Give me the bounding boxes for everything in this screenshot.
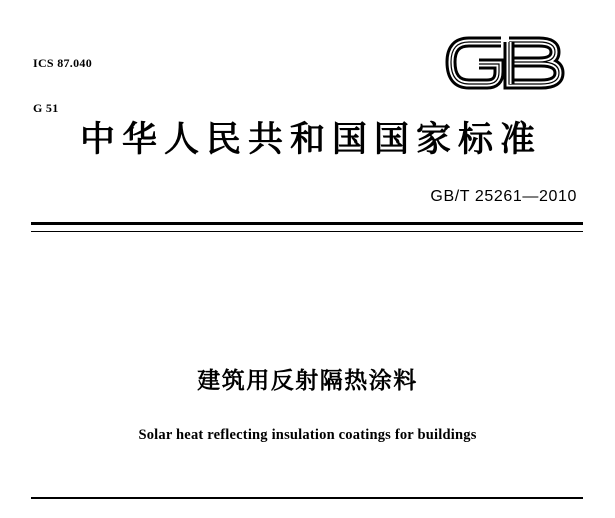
document-title-cn: 建筑用反射隔热涂料 xyxy=(197,368,418,394)
classification-code: G 51 xyxy=(33,101,59,115)
page-title: 中华人民共和国国家标准 xyxy=(79,120,542,160)
ics-code: ICS 87.040 xyxy=(33,56,93,70)
gb-emblem-icon xyxy=(439,28,579,100)
document-title-en: Solar heat reflecting insulation coatings for buildings xyxy=(138,427,477,443)
divider-thin xyxy=(31,231,583,232)
standard-number: GB/T 25261—2010 xyxy=(430,188,577,205)
divider-bottom xyxy=(31,497,583,499)
divider-thick xyxy=(31,222,583,225)
